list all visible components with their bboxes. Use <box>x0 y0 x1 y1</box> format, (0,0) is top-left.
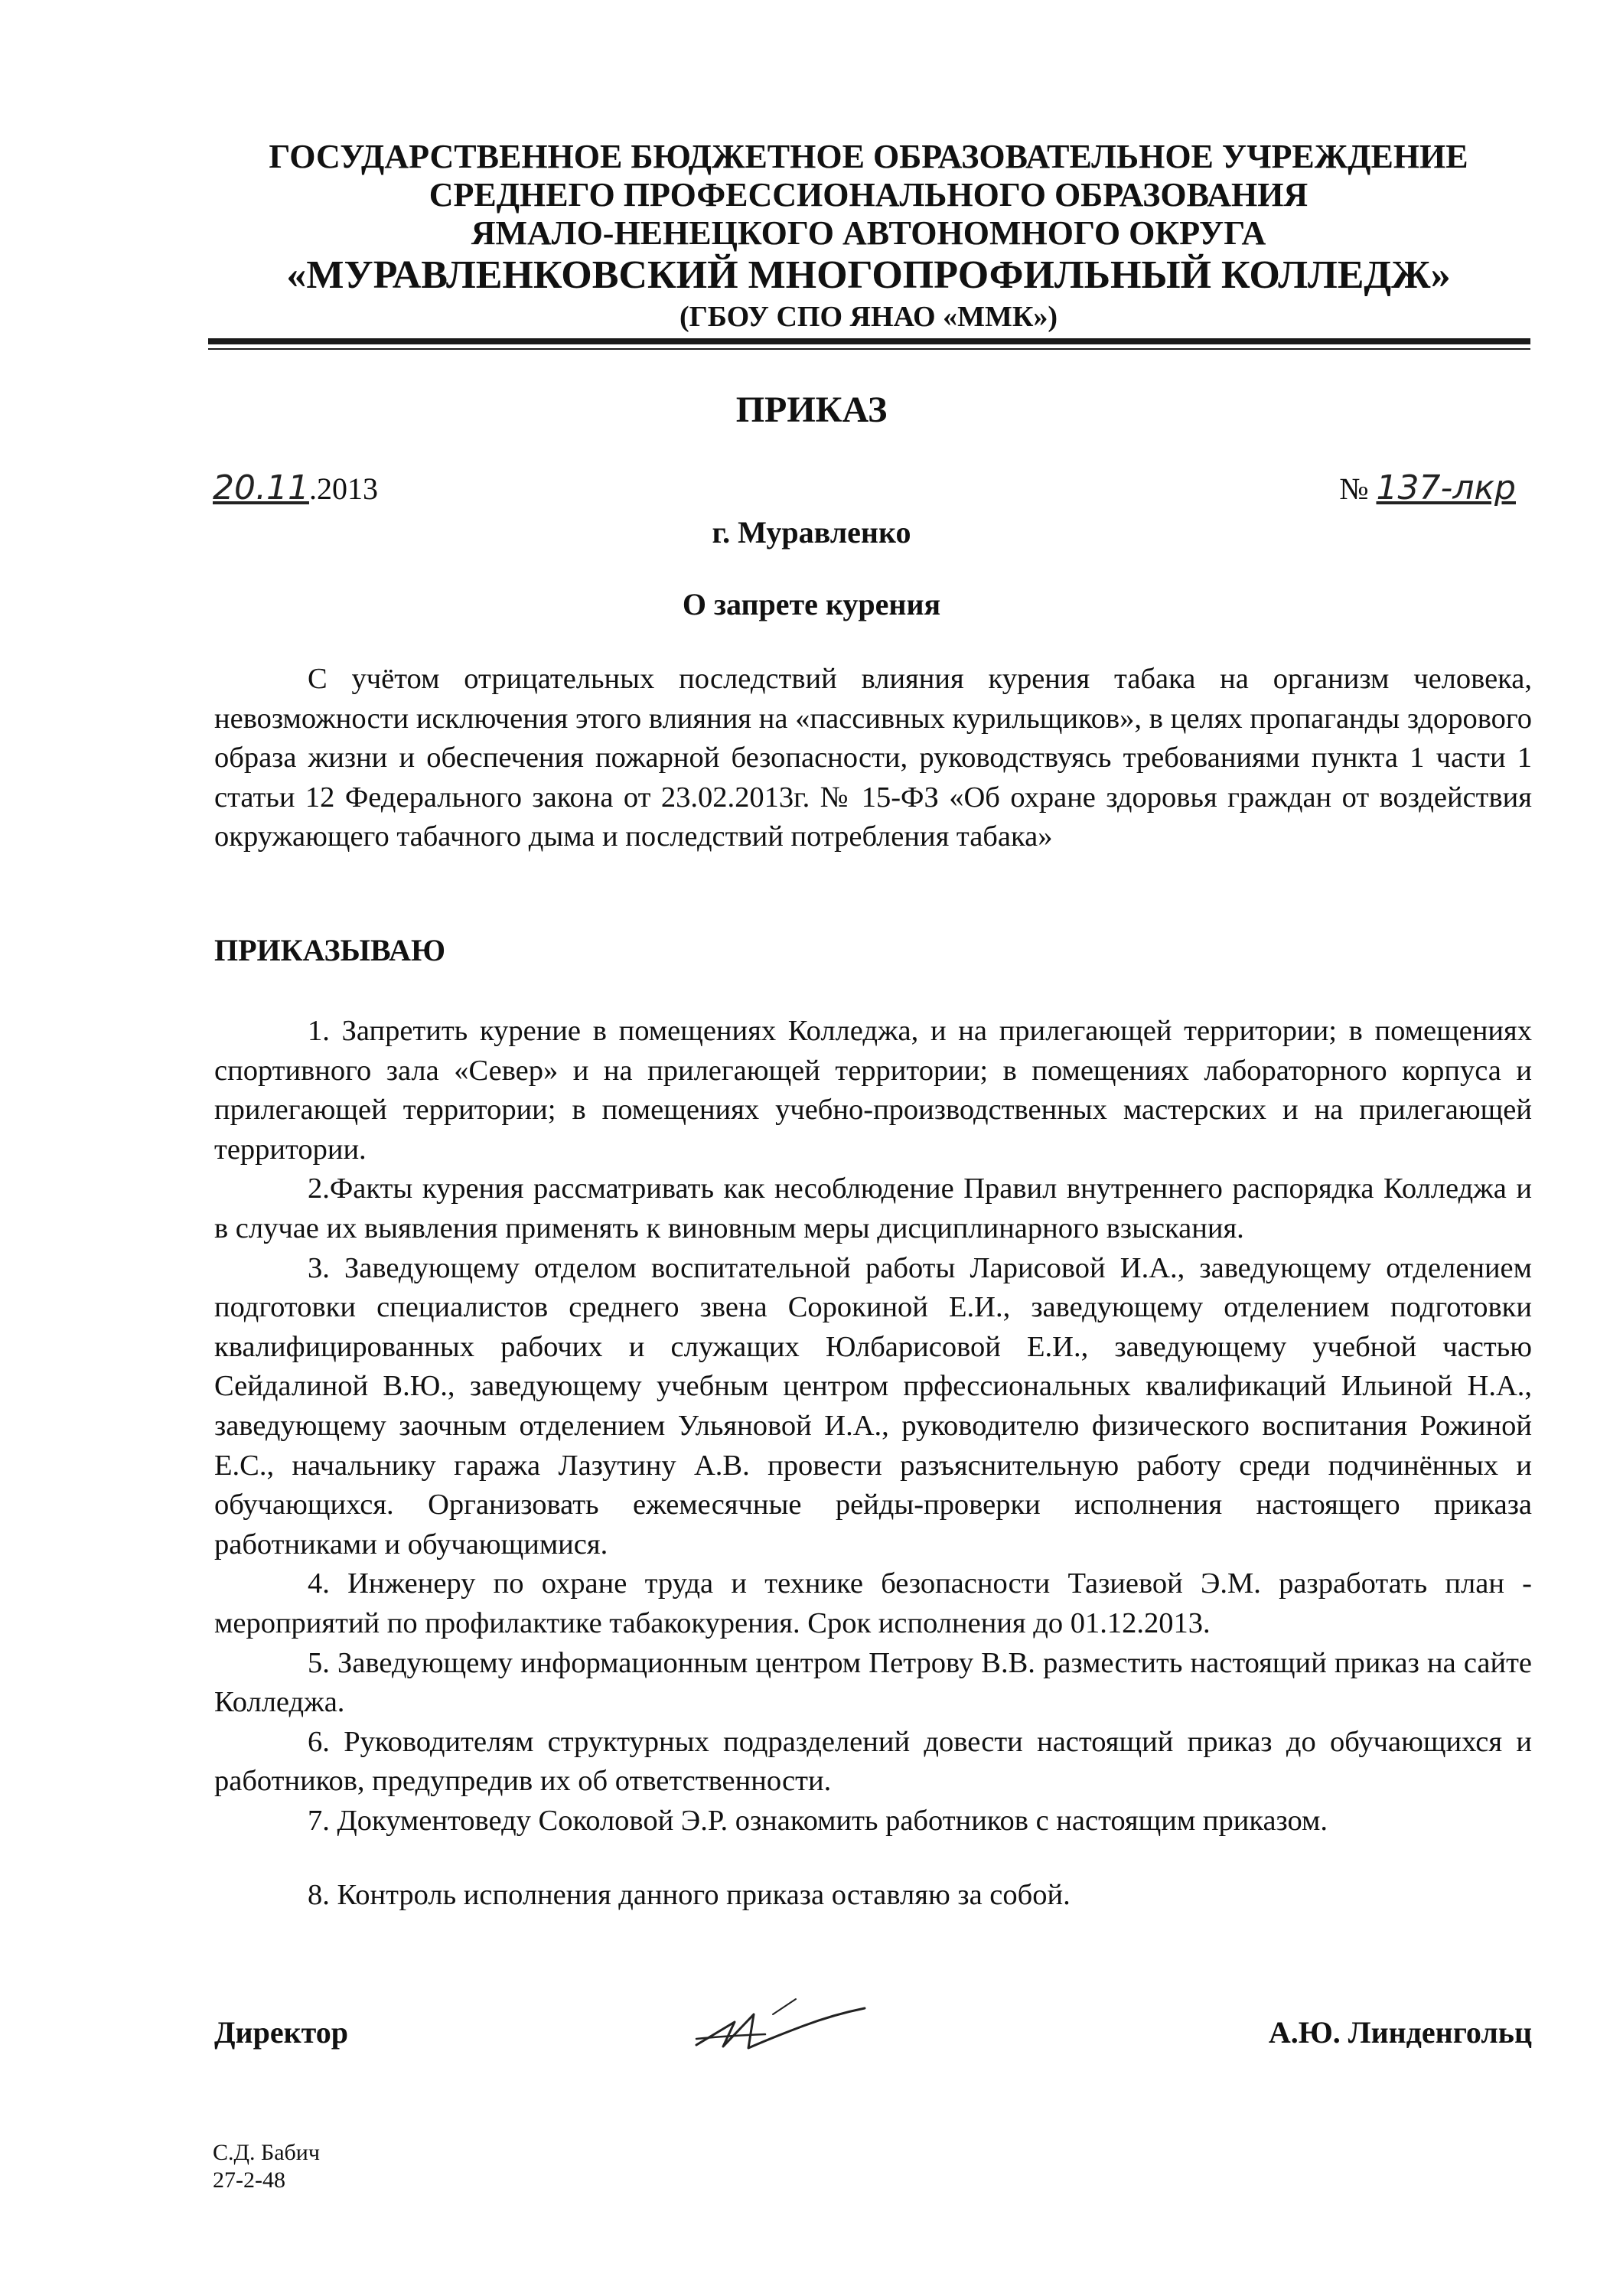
letterhead <box>207 138 1530 335</box>
document-number <box>1339 468 1516 507</box>
letterhead-divider-thick <box>208 338 1530 344</box>
number-handwritten: 137-лкр <box>1376 468 1516 507</box>
handwritten-signature <box>681 1991 872 2060</box>
preamble <box>214 660 1532 857</box>
letterhead-abbreviation: (ГБОУ СПО ЯНАО «ММК») <box>679 301 1058 333</box>
signature-block <box>214 2014 1532 2060</box>
order-item-4: 4. Инженеру по охране труда и технике безопасности Тазиевой Э.М. разработать план - мероприятий по профилактике табакокурения. Срок исполнения до 01.12.2013. <box>214 1567 1532 1639</box>
order-item-3: 3. Заведующему отделом воспитательной работы Ларисовой И.А., заведующему отделением подготовки специалистов среднего звена Сорокиной Е.И., заведующему отделением подготовки квалифицированных рабочих и служащих Юлбарисовой Е.И., заведующему учебной частью Сейдалиной В.Ю., заведующему учебным центром прфессиональных квалификаций Ильиной Н.А., заведующему заочным отделением Ульяновой И.А., руководителю физического воспитания Рожиной Е.С., начальнику гаража Лазутину А.В. провести разъяснительную работу среди подчинённых и обучающихся. Организовать ежемесячные рейды-проверки исполнения настоящего приказа работниками и обучающимися. <box>214 1251 1532 1561</box>
executor-phone: 27-2-48 <box>213 2167 285 2193</box>
preamble-text: С учётом отрицательных последствий влияния курения табака на организм человека, невозможности исключения этого влияния на «пассивных курильщиков», в целях пропаганды здорового образа жизни и обеспечения пожарной безопасности, руководствуясь требованиями пункта 1 части 1 статьи 12 Федерального закона от 23.02.2013г. № 15-ФЗ «Об охране здоровья граждан от воздействия окружающего табачного дыма и последствий потребления табака» <box>214 663 1532 853</box>
letterhead-divider-thin <box>208 348 1530 350</box>
signer-name: А.Ю. Линденгольц <box>1268 2015 1532 2050</box>
date-handwritten: 20.11 <box>213 468 309 507</box>
order-item-1: 1. Запретить курение в помещениях Колледжа, и на прилегающей территории; в помещениях спортивного зала «Север» и на прилегающей территории; в помещениях лабораторного корпуса и прилегающей территории; в помещениях учебно-производственных мастерских и на прилегающей территории. <box>214 1015 1532 1166</box>
executor-name: С.Д. Бабич <box>213 2140 320 2165</box>
order-items <box>214 1012 1532 1916</box>
letterhead-college-name: «МУРАВЛЕНКОВСКИЙ МНОГОПРОФИЛЬНЫЙ КОЛЛЕДЖ» <box>286 253 1451 297</box>
document-subject: О запрете курения <box>682 587 941 621</box>
order-item-8: 8. Контроль исполнения данного приказа оставляю за собой. <box>308 1879 1071 1912</box>
letterhead-line-1: ГОСУДАРСТВЕННОЕ БЮДЖЕТНОЕ ОБРАЗОВАТЕЛЬНОЕ УЧРЕЖДЕНИЕ <box>269 138 1468 175</box>
order-item-2: 2.Факты курения рассматривать как несоблюдение Правил внутреннего распорядка Колледжа и в случае их выявления применять к виновным меры дисциплинарного взыскания. <box>214 1172 1532 1244</box>
order-item-7: 7. Документоведу Соколовой Э.Р. ознакомить работников с настоящим приказом. <box>308 1804 1328 1837</box>
document-date <box>213 468 378 507</box>
number-sign: № <box>1339 471 1369 506</box>
date-year: .2013 <box>308 471 378 506</box>
order-keyword: ПРИКАЗЫВАЮ <box>214 933 446 967</box>
letterhead-line-2: СРЕДНЕГО ПРОФЕССИОНАЛЬНОГО ОБРАЗОВАНИЯ <box>429 176 1309 214</box>
order-item-5: 5. Заведующему информационным центром Петрову В.В. разместить настоящий приказ на сайте Колледжа. <box>214 1646 1532 1719</box>
signer-position: Директор <box>214 2015 348 2050</box>
document-city: г. Муравленко <box>712 515 911 550</box>
order-item-6: 6. Руководителям структурных подразделений довести настоящий приказ до обучающихся и работников, предупредив их об ответственности. <box>214 1725 1532 1798</box>
document-title: ПРИКАЗ <box>735 390 888 430</box>
executor-info <box>213 2139 320 2194</box>
letterhead-line-3: ЯМАЛО-НЕНЕЦКОГО АВТОНОМНОГО ОКРУГА <box>471 214 1266 252</box>
